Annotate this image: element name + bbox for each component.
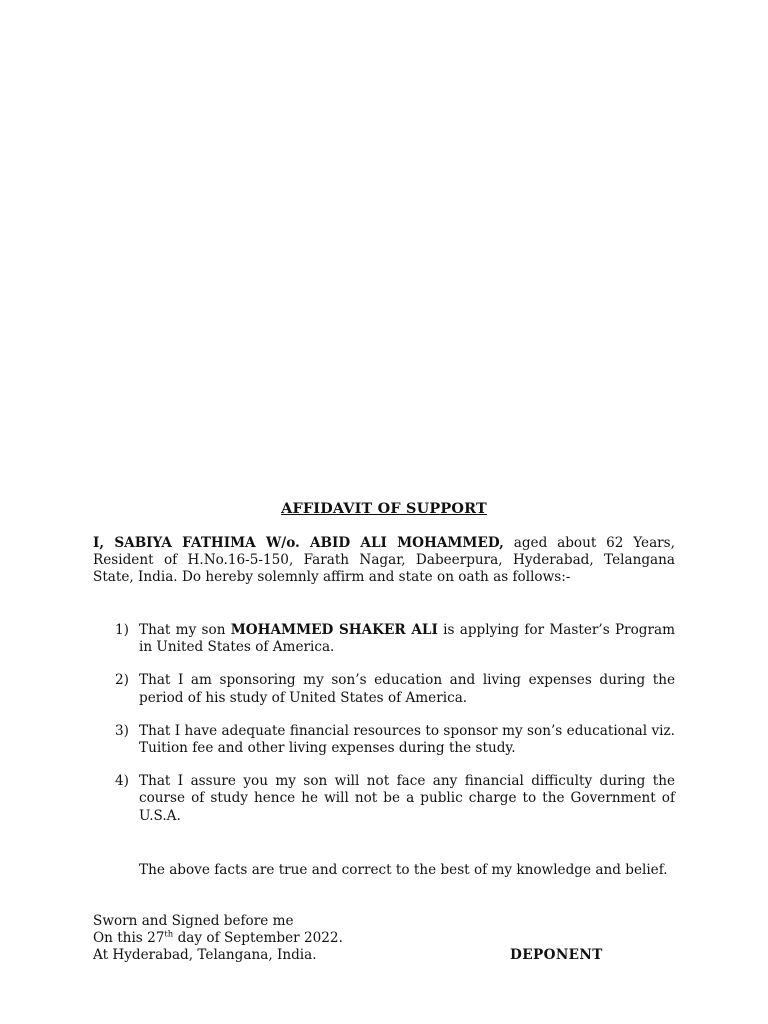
sworn-line-2-post: day of September 2022. <box>173 930 343 947</box>
sworn-line-2-pre: On this 27 <box>93 930 165 947</box>
affirmation-list <box>93 622 675 841</box>
list-item-text-pre: That my son <box>139 622 231 638</box>
list-item-number: 4) <box>115 773 129 790</box>
list-item-text-post: is applying for Master’s Program in United States of America. <box>139 622 675 656</box>
sworn-line-1: Sworn and Signed before me <box>93 913 294 929</box>
list-item <box>93 672 675 706</box>
sworn-line-3: At Hyderabad, Telangana, India. <box>93 947 317 964</box>
deponent-name: I, SABIYA FATHIMA W/o. ABID ALI MOHAMMED, <box>93 535 504 551</box>
list-item <box>93 622 675 656</box>
list-item-number: 2) <box>115 672 129 689</box>
son-name: MOHAMMED SHAKER ALI <box>230 622 438 638</box>
intro-paragraph <box>93 535 675 587</box>
deponent-label: DEPONENT <box>510 947 603 963</box>
list-item-text: That I am sponsoring my son’s education and living expenses during the period of his study of United States of America. <box>139 672 675 706</box>
list-item-number: 3) <box>115 722 129 739</box>
list-item-text: That I have adequate financial resources to sponsor my son’s educational viz. Tuition fee and other living expenses during the study. <box>139 722 675 757</box>
list-item <box>93 773 675 825</box>
sworn-block <box>93 913 343 965</box>
intro-text: aged about 62 Years, Resident of H.No.16-5-150, Farath Nagar, Dabeerpura, Hyderabad, Telangana State, India. Do hereby solemnly affirm and state on oath as follows:- <box>93 535 675 586</box>
sworn-line-2-sup: th <box>164 929 174 940</box>
list-item-number: 1) <box>115 622 129 638</box>
document-title: AFFIDAVIT OF SUPPORT <box>281 500 487 517</box>
closing-statement: The above facts are true and correct to the best of my knowledge and belief. <box>139 862 668 878</box>
list-item <box>93 723 675 757</box>
list-item-text: That I assure you my son will not face any financial difficulty during the course of study hence he will not be a public charge to the Government of U.S.A. <box>139 773 675 824</box>
